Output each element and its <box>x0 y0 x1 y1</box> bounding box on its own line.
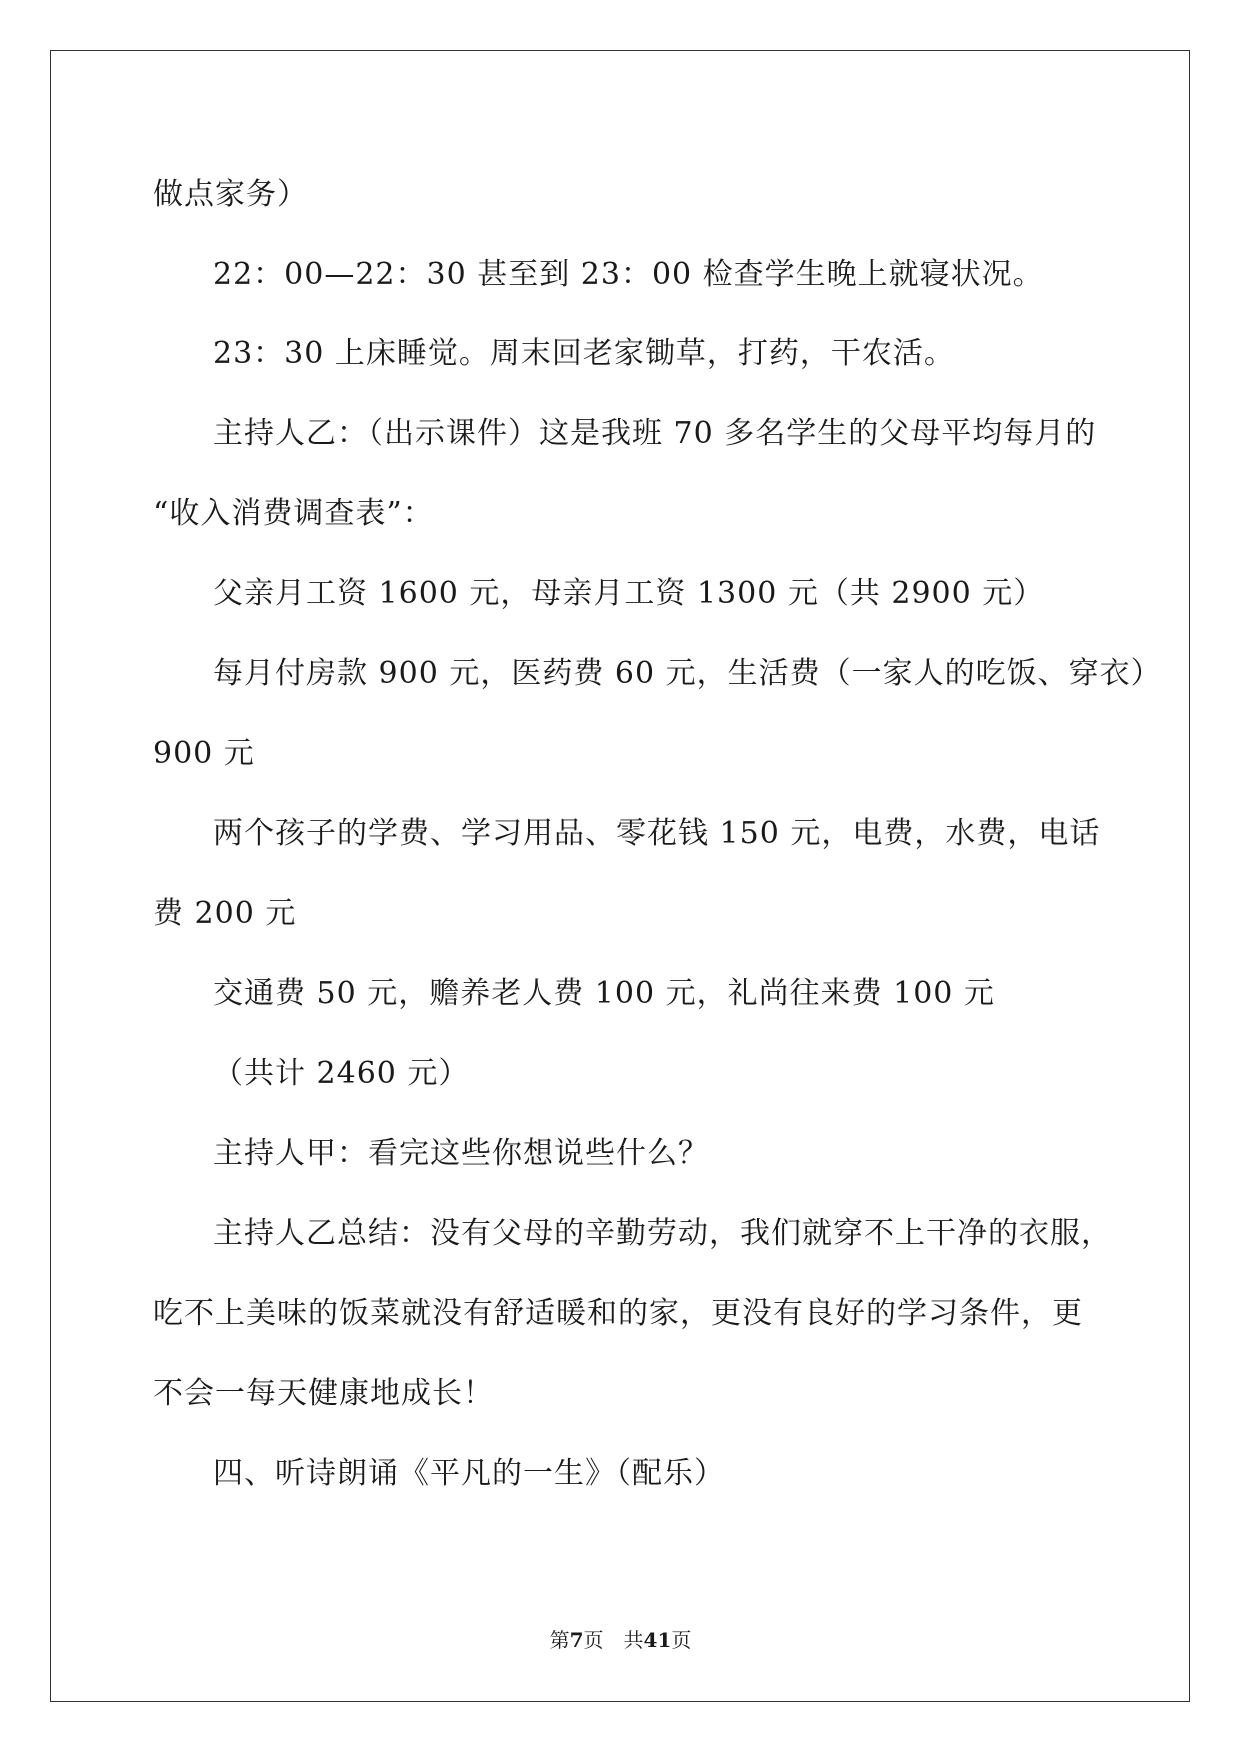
text-line: 主持人乙总结：没有父母的辛勤劳动，我们就穿不上干净的衣服， <box>213 1216 1112 1251</box>
footer-mid: 页 共 <box>583 1628 644 1652</box>
footer-prefix: 第 <box>549 1628 570 1652</box>
text-line: 做点家务） <box>153 177 308 212</box>
text-line: 费 200 元 <box>153 896 297 931</box>
total-page-number: 41 <box>643 1628 672 1652</box>
text-line: 父亲月工资 1600 元，母亲月工资 1300 元（共 2900 元） <box>213 576 1045 611</box>
text-line: 两个孩子的学费、学习用品、零花钱 150 元，电费，水费，电话 <box>213 816 1101 851</box>
text-line: 每月付房款 900 元，医药费 60 元，生活费（一家人的吃饭、穿衣） <box>213 656 1162 691</box>
text-line: 900 元 <box>153 736 255 771</box>
text-line: 主持人乙：（出示课件）这是我班 70 多名学生的父母平均每月的 <box>213 416 1097 451</box>
text-line: 交通费 50 元，赡养老人费 100 元，礼尚往来费 100 元 <box>213 976 995 1011</box>
text-line: 23：30 上床睡觉。周末回老家锄草，打药，干农活。 <box>213 336 955 371</box>
text-line: 四、听诗朗诵《平凡的一生》（配乐） <box>213 1456 725 1491</box>
text-line: 吃不上美味的饭菜就没有舒适暖和的家，更没有良好的学习条件，更 <box>153 1296 1083 1331</box>
page-footer <box>0 1627 1241 1653</box>
text-line: 22：00—22：30 甚至到 23：00 检查学生晚上就寝状况。 <box>213 257 1044 292</box>
text-line: 主持人甲：看完这些你想说些什么？ <box>213 1136 709 1171</box>
current-page-number: 7 <box>569 1628 584 1652</box>
text-line: （共计 2460 元） <box>213 1056 470 1091</box>
text-line: “收入消费调查表”： <box>153 496 434 531</box>
text-line: 不会一每天健康地成长！ <box>153 1376 494 1411</box>
footer-suffix: 页 <box>671 1628 692 1652</box>
